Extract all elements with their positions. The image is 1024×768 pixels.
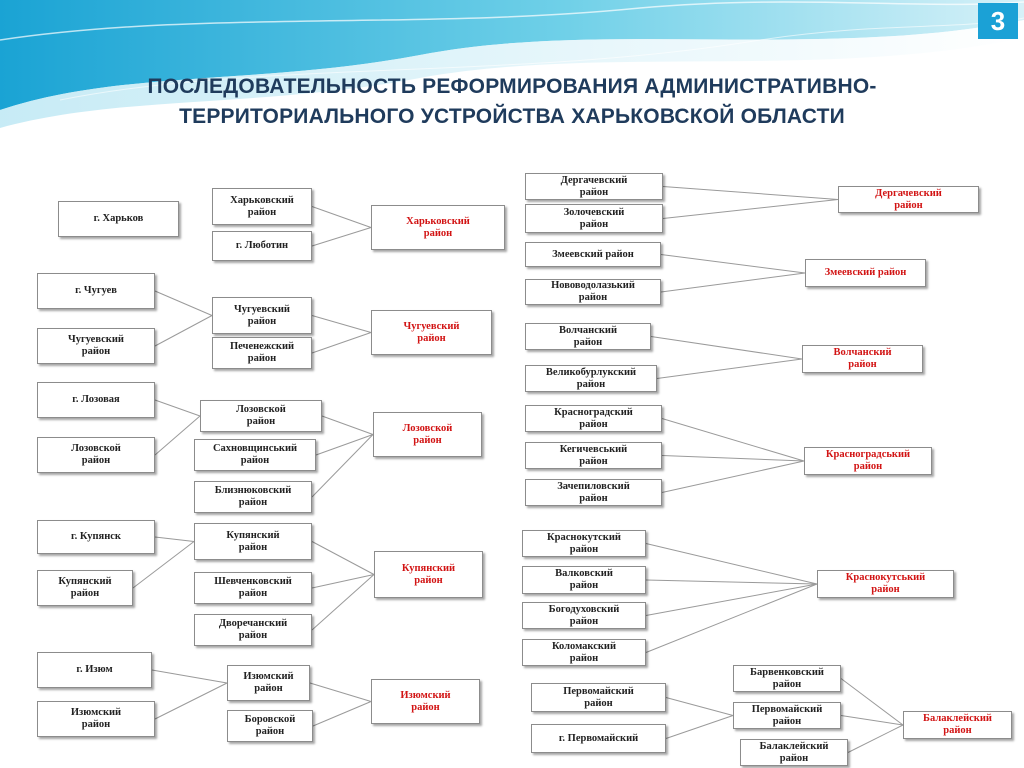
connector-line [312,316,371,333]
node-label: Зачепиловский район [557,480,630,504]
node-label: г. Лозовая [72,394,120,405]
node-label: Чугуевский район [68,334,124,357]
node-label: Лозовской район [71,443,121,466]
node-label: Красноградський район [825,449,911,472]
connector-line [310,683,371,702]
node-intermediate [522,639,646,666]
node-intermediate [522,566,646,594]
node-result [838,186,979,213]
node-label: г. Харьков [93,213,144,224]
node-result [371,679,480,724]
node-label: Первомайский район [563,685,634,709]
connector-line [663,187,838,200]
node-label: Валковский район [555,568,613,591]
node-result [805,259,926,287]
node-label: Красноградский район [554,406,633,430]
node-label: Харьковский район [230,194,294,218]
node-source [58,201,179,237]
connector-line [662,419,804,462]
connector-line [155,400,200,416]
slide-number-badge: 3 [978,3,1018,39]
connector-line [661,255,805,274]
node-label: Шевченковский район [214,576,292,599]
connector-line [646,580,817,584]
node-label: Великобурлукский район [545,366,637,390]
connector-line [313,702,371,727]
connector-line [312,575,374,589]
connector-line [322,416,373,435]
node-intermediate [525,479,662,506]
node-intermediate [733,702,841,729]
node-source [37,382,155,418]
node-intermediate [194,439,316,471]
node-result [804,447,932,475]
node-label: Близнюковский район [214,485,292,508]
node-label: Кегичевський район [559,443,628,467]
node-intermediate [522,530,646,557]
node-intermediate [733,665,841,692]
node-intermediate [212,188,312,225]
node-intermediate [525,323,651,350]
node-label: Купянский район [58,576,112,599]
node-label: Краснокутський район [845,572,926,595]
node-label: Дергачевский район [875,187,942,211]
node-intermediate [194,614,312,646]
connector-line [657,359,802,379]
connector-line [155,316,212,347]
node-label: Лозовской район [402,422,453,446]
connector-line [841,679,903,726]
node-label: Богодуховский район [548,603,620,627]
node-intermediate [212,297,312,334]
node-label: Купянский район [401,562,456,586]
node-label: Волчанский район [558,324,618,348]
connector-line [651,337,802,360]
node-label: Харьковский район [406,215,470,239]
node-intermediate [522,602,646,629]
node-label: Первомайский район [751,703,823,727]
node-result [371,310,492,355]
node-intermediate [525,442,662,469]
node-intermediate [212,337,312,369]
node-label: Печенежский район [229,341,295,364]
connector-line [662,456,804,462]
node-label: г. Первомайский [558,732,639,744]
connector-line [312,228,371,247]
node-intermediate [194,481,312,513]
node-label: г. Изюм [76,664,113,675]
page-title: ПОСЛЕДОВАТЕЛЬНОСТЬ РЕФОРМИРОВАНИЯ АДМИНИСТРАТИВНО-ТЕРРИТОРИАЛЬНОГО УСТРОЙСТВА ХАРЬКОВСКОЙ ОБЛАСТИ [147,75,877,128]
node-intermediate [525,365,657,392]
connector-line [155,537,194,542]
node-intermediate [212,231,312,261]
node-source [37,520,155,554]
node-intermediate [194,523,312,560]
node-intermediate [525,173,663,200]
node-source [37,570,133,606]
node-source [37,652,152,688]
node-source [37,273,155,309]
node-intermediate [194,572,312,604]
node-intermediate [200,400,322,432]
node-label: Золочевский район [563,206,625,230]
node-source [37,437,155,473]
connector-line [312,207,371,228]
node-result [903,711,1012,739]
connector-line [662,461,804,493]
connector-line [666,716,733,739]
node-label: Краснокутский район [547,531,621,555]
node-intermediate [525,405,662,432]
node-source [37,328,155,364]
node-intermediate [525,204,663,233]
node-label: Нововодолазький район [551,280,635,303]
node-label: Волчанский район [833,347,892,370]
node-intermediate [525,242,661,267]
connector-line [661,273,805,292]
node-result [802,345,923,373]
node-label: Лозовской район [236,404,286,427]
node-intermediate [227,665,310,701]
node-result [374,551,483,598]
node-source [531,724,666,753]
node-label: Купянский район [226,529,280,553]
connector-line [312,575,374,631]
node-source [531,683,666,712]
node-label: Изюмский район [400,689,451,713]
connector-line [646,584,817,653]
node-label: г. Люботин [235,240,289,251]
node-label: Изюмский район [70,707,122,730]
node-label: Чугуевский район [403,320,460,344]
node-label: г. Купянск [71,531,121,542]
node-result [371,205,505,250]
connector-line [155,291,212,316]
connector-line [312,542,374,575]
node-label: Сахновщинський район [212,443,298,466]
connector-line [646,544,817,585]
node-label: Змеевский район [824,267,907,278]
node-label: Барвенковский район [750,666,824,690]
connector-line [312,333,371,354]
node-label: Чугуевский район [234,303,290,327]
connector-line [848,725,903,753]
connector-line [666,698,733,716]
node-intermediate [525,279,661,305]
connector-line [646,584,817,616]
node-label: Дергачевский район [560,174,628,198]
connector-line [152,670,227,683]
connector-line [155,683,227,719]
node-result [373,412,482,457]
node-result [817,570,954,598]
node-intermediate [740,739,848,766]
node-label: г. Чугуев [75,285,117,296]
node-label: Балаклейский район [759,740,829,764]
node-label: Боровской район [244,714,296,737]
node-label: Коломакский район [551,640,617,664]
node-label: Изюмский район [243,671,294,694]
node-label: Двоpечанский район [218,618,288,641]
connector-line [312,435,373,498]
node-label: Балаклейский район [923,713,992,736]
node-intermediate [227,710,313,742]
connector-line [316,435,373,456]
connector-line [841,716,903,726]
node-label: Змеевский район [552,248,634,260]
connector-line [663,200,838,219]
node-source [37,701,155,737]
